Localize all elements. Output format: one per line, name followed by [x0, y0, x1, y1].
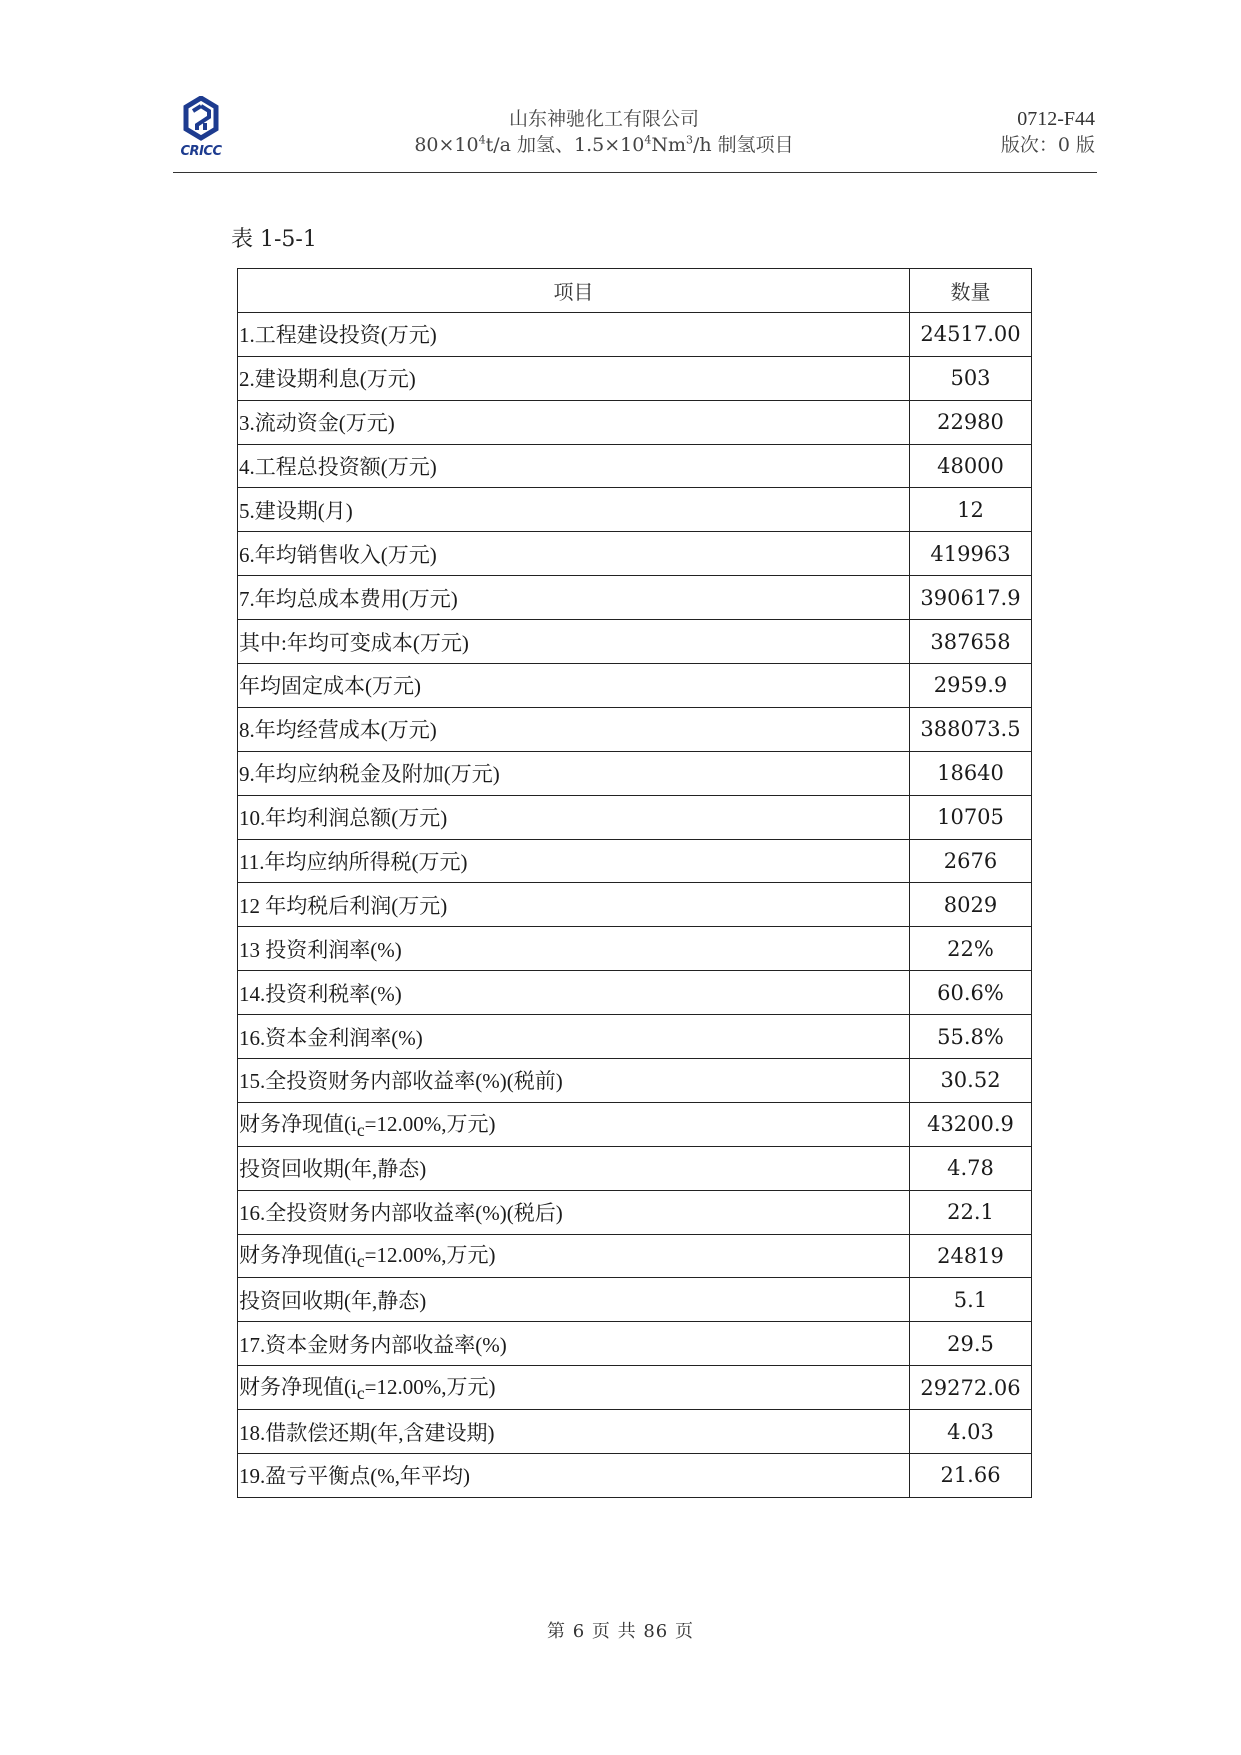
subscript: c [356, 1383, 365, 1404]
row-label: 15.全投资财务内部收益率(%)(税前) [238, 1059, 910, 1103]
project-name-part: Nm [651, 134, 686, 156]
logo-text: CRICC [180, 144, 222, 159]
company-logo [173, 96, 229, 164]
table-row [238, 1190, 1032, 1234]
table-row [238, 1278, 1032, 1322]
header-meta [1001, 106, 1095, 158]
page-number: 第 6 页 共 86 页 [547, 1621, 694, 1642]
row-value: 10705 [910, 795, 1032, 839]
row-label [238, 1102, 910, 1146]
row-label: 投资回收期(年,静态) [238, 1146, 910, 1190]
row-label: 18.借款偿还期(年,含建设期) [238, 1410, 910, 1454]
row-value: 387658 [910, 620, 1032, 664]
table-header-row [238, 269, 1032, 313]
header-title-block [368, 106, 840, 158]
row-value: 5.1 [910, 1278, 1032, 1322]
row-label: 7.年均总成本费用(万元) [238, 576, 910, 620]
row-label: 3.流动资金(万元) [238, 400, 910, 444]
row-label-part: =12.00%,万元) [364, 1375, 496, 1400]
table-row [238, 1322, 1032, 1366]
table-row [238, 1454, 1032, 1498]
revision-label: 版次：0 版 [1000, 134, 1095, 156]
table-row [238, 795, 1032, 839]
row-value: 24517.00 [910, 312, 1032, 356]
row-label: 10.年均利润总额(万元) [238, 795, 910, 839]
row-label: 1.工程建设投资(万元) [238, 312, 910, 356]
row-value: 4.78 [910, 1146, 1032, 1190]
row-value: 12 [910, 488, 1032, 532]
superscript: 3 [685, 133, 693, 147]
table-row [238, 488, 1032, 532]
row-label: 年均固定成本(万元) [238, 664, 910, 708]
table-row [238, 971, 1032, 1015]
table-row [238, 664, 1032, 708]
row-value: 43200.9 [910, 1102, 1032, 1146]
table-row [238, 576, 1032, 620]
row-label: 12 年均税后利润(万元) [238, 883, 910, 927]
table-row [238, 1366, 1032, 1410]
page-header [173, 96, 1097, 173]
column-header-quantity: 数量 [910, 269, 1032, 313]
table-row [238, 751, 1032, 795]
row-label: 13 投资利润率(%) [238, 927, 910, 971]
company-name: 山东神驰化工有限公司 [508, 108, 699, 130]
project-name-part: t/a 加氢、1.5×10 [485, 134, 645, 156]
row-label: 17.资本金财务内部收益率(%) [238, 1322, 910, 1366]
row-value: 388073.5 [910, 707, 1032, 751]
row-label: 投资回收期(年,静态) [238, 1278, 910, 1322]
row-label: 6.年均销售收入(万元) [238, 532, 910, 576]
row-value: 24819 [910, 1234, 1032, 1278]
row-value: 29272.06 [910, 1366, 1032, 1410]
row-label: 5.建设期(月) [238, 488, 910, 532]
row-value: 29.5 [910, 1322, 1032, 1366]
row-value: 21.66 [910, 1454, 1032, 1498]
table-row [238, 1146, 1032, 1190]
row-label: 其中:年均可变成本(万元) [238, 620, 910, 664]
row-label-part: =12.00%,万元) [364, 1243, 496, 1268]
row-label [238, 1366, 910, 1410]
table-row [238, 532, 1032, 576]
row-value: 55.8% [910, 1015, 1032, 1059]
subscript: c [356, 1119, 365, 1140]
subscript: c [356, 1251, 365, 1272]
row-label: 8.年均经营成本(万元) [238, 707, 910, 751]
cricc-logo-icon [182, 96, 220, 142]
row-value: 22980 [910, 400, 1032, 444]
table-row [238, 444, 1032, 488]
table-row [238, 1410, 1032, 1454]
table-row [238, 620, 1032, 664]
row-value: 503 [910, 356, 1032, 400]
row-label: 9.年均应纳税金及附加(万元) [238, 751, 910, 795]
economic-indicators-table [237, 268, 1032, 1498]
row-label-part: 财务净现值(i [239, 1243, 357, 1268]
row-label: 19.盈亏平衡点(%,年平均) [238, 1454, 910, 1498]
row-value: 8029 [910, 883, 1032, 927]
table-row [238, 707, 1032, 751]
project-name-part: 80×10 [414, 134, 479, 156]
row-label [238, 1234, 910, 1278]
table-row [238, 400, 1032, 444]
row-value: 390617.9 [910, 576, 1032, 620]
row-label: 2.建设期利息(万元) [238, 356, 910, 400]
row-label: 11.年均应纳所得税(万元) [238, 839, 910, 883]
table-row [238, 1234, 1032, 1278]
table-row [238, 1015, 1032, 1059]
row-value: 22% [910, 927, 1032, 971]
row-value: 22.1 [910, 1190, 1032, 1234]
project-name [368, 132, 840, 158]
row-value: 4.03 [910, 1410, 1032, 1454]
row-value: 60.6% [910, 971, 1032, 1015]
table-row [238, 1059, 1032, 1103]
project-name-part: /h 制氢项目 [692, 134, 794, 156]
row-value: 2676 [910, 839, 1032, 883]
superscript: 4 [644, 133, 652, 147]
column-header-item: 项目 [238, 269, 910, 313]
row-label: 4.工程总投资额(万元) [238, 444, 910, 488]
row-label-part: =12.00%,万元) [364, 1111, 496, 1136]
row-value: 30.52 [910, 1059, 1032, 1103]
table-row [238, 927, 1032, 971]
row-label: 14.投资利税率(%) [238, 971, 910, 1015]
table-body [238, 312, 1032, 1497]
table-row [238, 883, 1032, 927]
row-value: 48000 [910, 444, 1032, 488]
row-value: 419963 [910, 532, 1032, 576]
table-row [238, 1102, 1032, 1146]
table-caption: 表 1-5-1 [231, 227, 317, 252]
row-value: 18640 [910, 751, 1032, 795]
row-value: 2959.9 [910, 664, 1032, 708]
row-label-part: 财务净现值(i [239, 1111, 357, 1136]
document-code: 0712-F44 [1017, 108, 1095, 130]
table-row [238, 839, 1032, 883]
row-label: 16.资本金利润率(%) [238, 1015, 910, 1059]
superscript: 4 [478, 133, 486, 147]
row-label: 16.全投资财务内部收益率(%)(税后) [238, 1190, 910, 1234]
table-row [238, 312, 1032, 356]
row-label-part: 财务净现值(i [239, 1375, 357, 1400]
table-row [238, 356, 1032, 400]
